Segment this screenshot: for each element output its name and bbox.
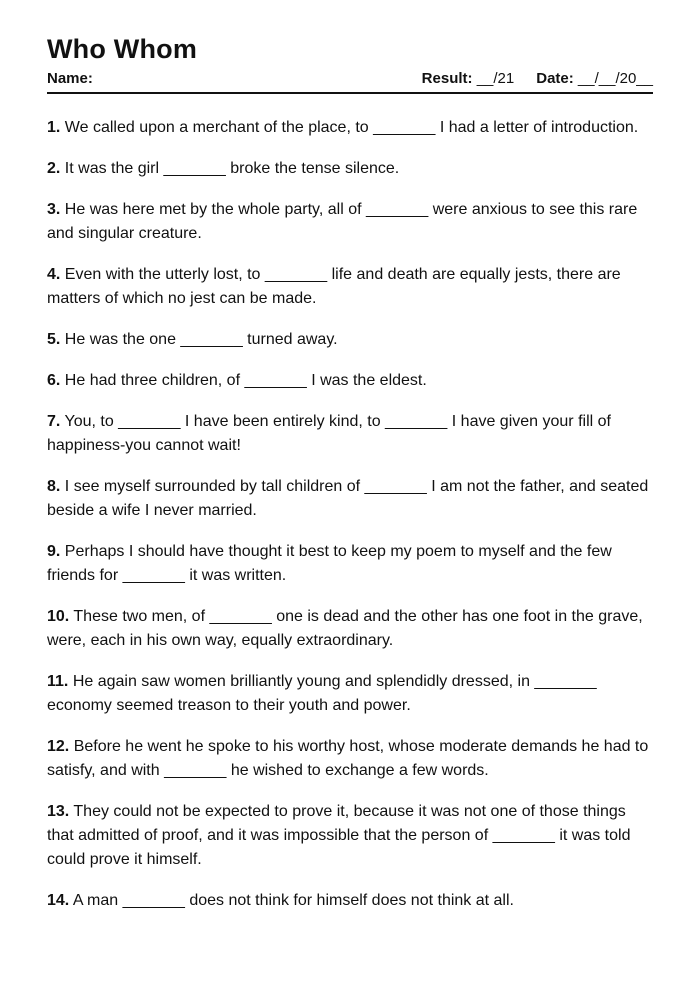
question-item	[47, 328, 653, 352]
question-text: They could not be expected to prove it, because it was not one of those things that admitted of proof, and it was impossible that the person of _______ it was told could prove it himself.	[47, 803, 631, 868]
question-text: Perhaps I should have thought it best to keep my poem to myself and the few friends for _______ it was written.	[47, 543, 612, 584]
date-label: Date:	[536, 70, 574, 87]
question-number: 9.	[47, 543, 61, 560]
question-number: 10.	[47, 608, 70, 625]
question-number: 1.	[47, 119, 61, 136]
question-number: 2.	[47, 160, 61, 177]
result-label: Result:	[421, 70, 473, 87]
question-item	[47, 889, 653, 913]
question-text: These two men, of _______ one is dead and the other has one foot in the grave, were, each in his own way, equally extraordinary.	[47, 608, 643, 649]
question-text: He was the one _______ turned away.	[64, 331, 338, 348]
question-text: He had three children, of _______ I was the eldest.	[64, 372, 427, 389]
question-item	[47, 475, 653, 523]
question-number: 7.	[47, 413, 61, 430]
question-item	[47, 800, 653, 872]
question-number: 11.	[47, 673, 69, 690]
question-number: 12.	[47, 738, 70, 755]
question-item	[47, 540, 653, 588]
question-item	[47, 735, 653, 783]
question-text: He again saw women brilliantly young and splendidly dressed, in _______ economy seemed treason to their youth and power.	[47, 673, 597, 714]
result-field	[422, 70, 515, 87]
question-number: 5.	[47, 331, 61, 348]
header-row	[47, 70, 653, 94]
worksheet-page	[47, 30, 653, 930]
question-list	[47, 116, 653, 913]
question-text: I see myself surrounded by tall children of _______ I am not the father, and seated beside a wife I never married.	[47, 478, 649, 519]
question-item	[47, 605, 653, 653]
question-number: 14.	[47, 892, 70, 909]
question-text: You, to _______ I have been entirely kind, to _______ I have given your fill of happiness-you cannot wait!	[47, 413, 611, 454]
question-item	[47, 116, 653, 140]
question-item	[47, 198, 653, 246]
header-right	[422, 70, 653, 87]
question-text: He was here met by the whole party, all of _______ were anxious to see this rare and singular creature.	[47, 201, 638, 242]
question-item	[47, 263, 653, 311]
question-text: It was the girl _______ broke the tense silence.	[64, 160, 400, 177]
question-text: Before he went he spoke to his worthy host, whose moderate demands he had to satisfy, and with _______ he wished to exchange a few words.	[47, 738, 649, 779]
question-number: 8.	[47, 478, 61, 495]
question-item	[47, 369, 653, 393]
result-value: __/21	[476, 70, 515, 87]
question-text: Even with the utterly lost, to _______ life and death are equally jests, there are matters of which no jest can be made.	[47, 266, 621, 307]
page-title: Who Whom	[47, 34, 198, 64]
date-value: __/__/20__	[577, 70, 653, 87]
date-field	[536, 70, 653, 87]
question-item	[47, 410, 653, 458]
question-text: A man _______ does not think for himself does not think at all.	[72, 892, 514, 909]
question-number: 13.	[47, 803, 70, 820]
question-item	[47, 670, 653, 718]
question-number: 3.	[47, 201, 61, 218]
question-text: We called upon a merchant of the place, to _______ I had a letter of introduction.	[64, 119, 639, 136]
question-number: 6.	[47, 372, 61, 389]
name-label: Name:	[47, 70, 93, 87]
question-number: 4.	[47, 266, 61, 283]
question-item	[47, 157, 653, 181]
